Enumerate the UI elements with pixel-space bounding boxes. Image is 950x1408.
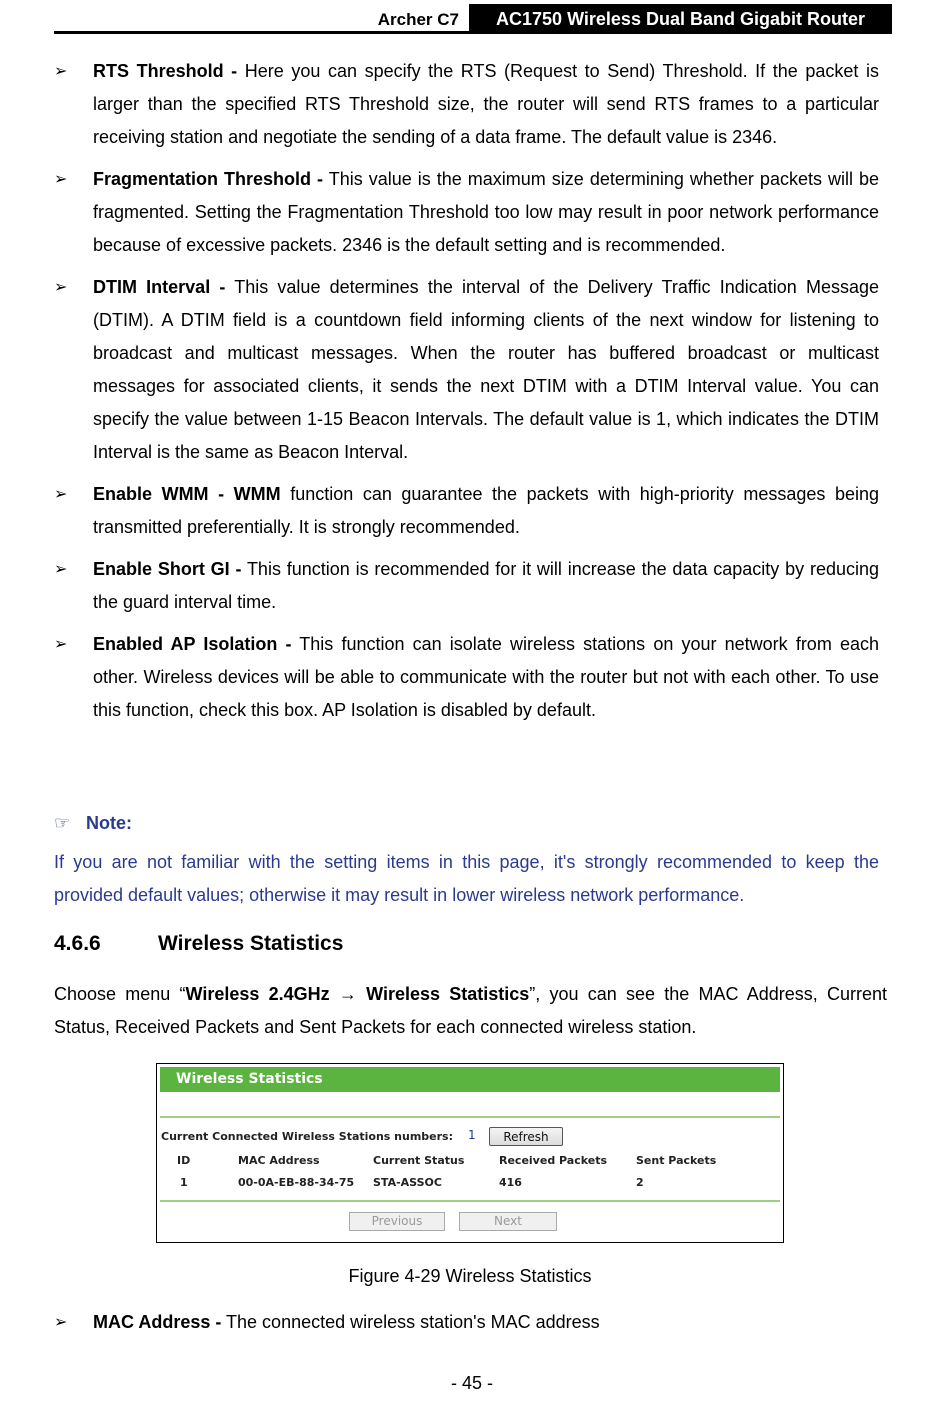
column-header-mac: MAC Address — [238, 1154, 320, 1167]
panel-title-bar: Wireless Statistics — [160, 1067, 780, 1092]
menu-path-2: Wireless Statistics — [366, 984, 530, 1004]
item-term: Enable WMM - WMM — [93, 484, 281, 504]
column-header-sent: Sent Packets — [636, 1154, 717, 1167]
list-item — [54, 271, 879, 469]
arrow-bullet-icon: ➢ — [54, 486, 68, 503]
item-term: DTIM Interval - — [93, 277, 226, 297]
table-cell-received: 416 — [499, 1176, 522, 1189]
header-title: AC1750 Wireless Dual Band Gigabit Router — [469, 4, 892, 32]
arrow-bullet-icon: ➢ — [54, 636, 68, 653]
item-term: Fragmentation Threshold - — [93, 169, 324, 189]
note-heading — [54, 813, 132, 834]
list-item — [54, 478, 879, 544]
table-cell-status: STA-ASSOC — [373, 1176, 442, 1189]
previous-button[interactable]: Previous — [349, 1212, 445, 1231]
pointing-hand-icon: ☞ — [54, 813, 71, 833]
column-header-received: Received Packets — [499, 1154, 608, 1167]
item-text: This value is the maximum size determining whether packets will be fragmented. Setting the Fragmentation Threshold too low may result in poor network performance because of excessive packets. 2346 is the default setting and is recommended. — [93, 169, 879, 255]
instruction-paragraph — [54, 978, 887, 1044]
refresh-button[interactable]: Refresh — [489, 1127, 563, 1146]
item-text: This function can isolate wireless stations on your network from each other. Wireless devices will be able to communicate with the router but not with each other. To use this function, check this box. AP Isolation is disabled by default. — [93, 634, 879, 720]
list-item — [54, 1306, 918, 1339]
arrow-bullet-icon: ➢ — [54, 279, 68, 296]
note-label: Note: — [86, 813, 132, 833]
header-model: Archer C7 — [377, 10, 459, 29]
wireless-statistics-screenshot — [156, 1063, 784, 1243]
station-count-label: Current Connected Wireless Stations numbers: — [161, 1130, 453, 1143]
instruction-pre: Choose menu “ — [54, 984, 186, 1004]
table-cell-mac: 00-0A-EB-88-34-75 — [238, 1176, 355, 1189]
parameter-list — [54, 55, 879, 736]
arrow-bullet-icon: ➢ — [54, 171, 68, 188]
arrow-bullet-icon: ➢ — [54, 561, 68, 578]
next-button[interactable]: Next — [459, 1212, 557, 1231]
item-term: RTS Threshold - — [93, 61, 238, 81]
item-term: Enable Short GI - — [93, 559, 242, 579]
menu-arrow-icon: → — [329, 984, 367, 1004]
station-count-value: 1 — [468, 1128, 476, 1142]
list-item — [54, 553, 879, 619]
item-text: The connected wireless station's MAC address — [221, 1312, 600, 1332]
item-text: Here you can specify the RTS (Request to Send) Threshold. If the packet is larger than the specified RTS Threshold size, the router will send RTS frames to a particular receiving station and negotiate the sending of a data frame. The default value is 2346. — [93, 61, 879, 147]
page-number: - 45 - — [450, 1373, 493, 1393]
column-header-status: Current Status — [373, 1154, 465, 1167]
instruction-post: ”, you can see the MAC Address, Current Status, Received Packets and Sent Packets for each connected wireless station. — [54, 984, 887, 1037]
list-item — [54, 163, 879, 262]
item-text: function can guarantee the packets with high-priority messages being transmitted preferentially. It is strongly recommended. — [93, 484, 879, 537]
divider — [160, 1116, 780, 1118]
menu-path-1: Wireless 2.4GHz — [185, 984, 330, 1004]
arrow-bullet-icon: ➢ — [54, 1314, 68, 1331]
item-text: This function is recommended for it will increase the data capacity by reducing the guard interval time. — [93, 559, 879, 612]
section-title: Wireless Statistics — [158, 932, 344, 955]
table-cell-id: 1 — [180, 1176, 188, 1189]
divider — [160, 1200, 780, 1202]
arrow-bullet-icon: ➢ — [54, 63, 68, 80]
table-cell-sent: 2 — [636, 1176, 644, 1189]
list-item — [54, 628, 879, 727]
section-number: 4.6.6 — [54, 932, 101, 955]
note-text: If you are not familiar with the setting items in this page, it's strongly recommended to keep the provided default values; otherwise it may result in lower wireless network performance. — [54, 852, 879, 905]
item-text: This value determines the interval of the Delivery Traffic Indication Message (DTIM). A DTIM field is a countdown field informing clients of the next window for listening to broadcast and multicast messages. When the router has buffered broadcast or multicast messages for associated clients, it sends the next DTIM with a DTIM Interval value. You can specify the value between 1-15 Beacon Intervals. The default value is 1, which indicates the DTIM Interval is the same as Beacon Interval. — [93, 277, 879, 462]
page-header — [54, 4, 892, 34]
item-term: Enabled AP Isolation - — [93, 634, 292, 654]
column-header-id: ID — [177, 1154, 191, 1167]
section-heading — [54, 932, 343, 956]
list-item — [54, 55, 879, 154]
figure-caption: Figure 4-29 Wireless Statistics — [348, 1266, 592, 1286]
item-term: MAC Address - — [93, 1312, 222, 1332]
